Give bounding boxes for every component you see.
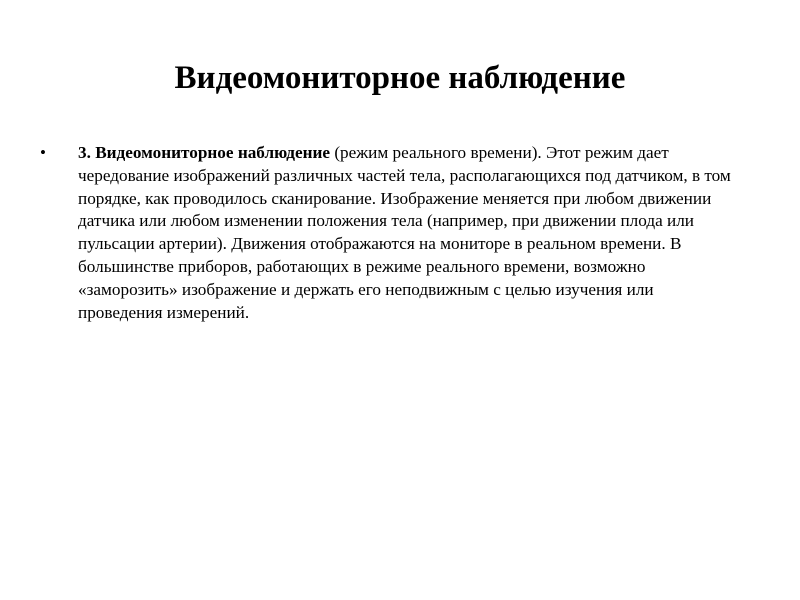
bullet-text bbox=[78, 142, 740, 324]
bullet-marker: • bbox=[40, 143, 46, 162]
slide-title: Видеомониторное наблюдение bbox=[174, 60, 626, 96]
bullet-list bbox=[40, 142, 740, 324]
bullet-body-text: (режим реального времени). Этот режим дает чередование изображений различных частей тела, располагающихся под датчиком, в том порядке, как проводилось сканирование. Изображение меняется при любом движении датчика или любом изменении положения тела (например, при движении плода или пульсации артерии). Движения отображаются на мониторе в реальном времени. В большинстве приборов, работающих в режиме реального времени, возможно «заморозить» изображение и держать его неподвижным с целью изучения или проведения измерений. bbox=[78, 143, 731, 322]
bullet-item bbox=[40, 142, 740, 324]
bullet-bold-lead: 3. Видеомониторное наблюдение bbox=[78, 143, 331, 162]
